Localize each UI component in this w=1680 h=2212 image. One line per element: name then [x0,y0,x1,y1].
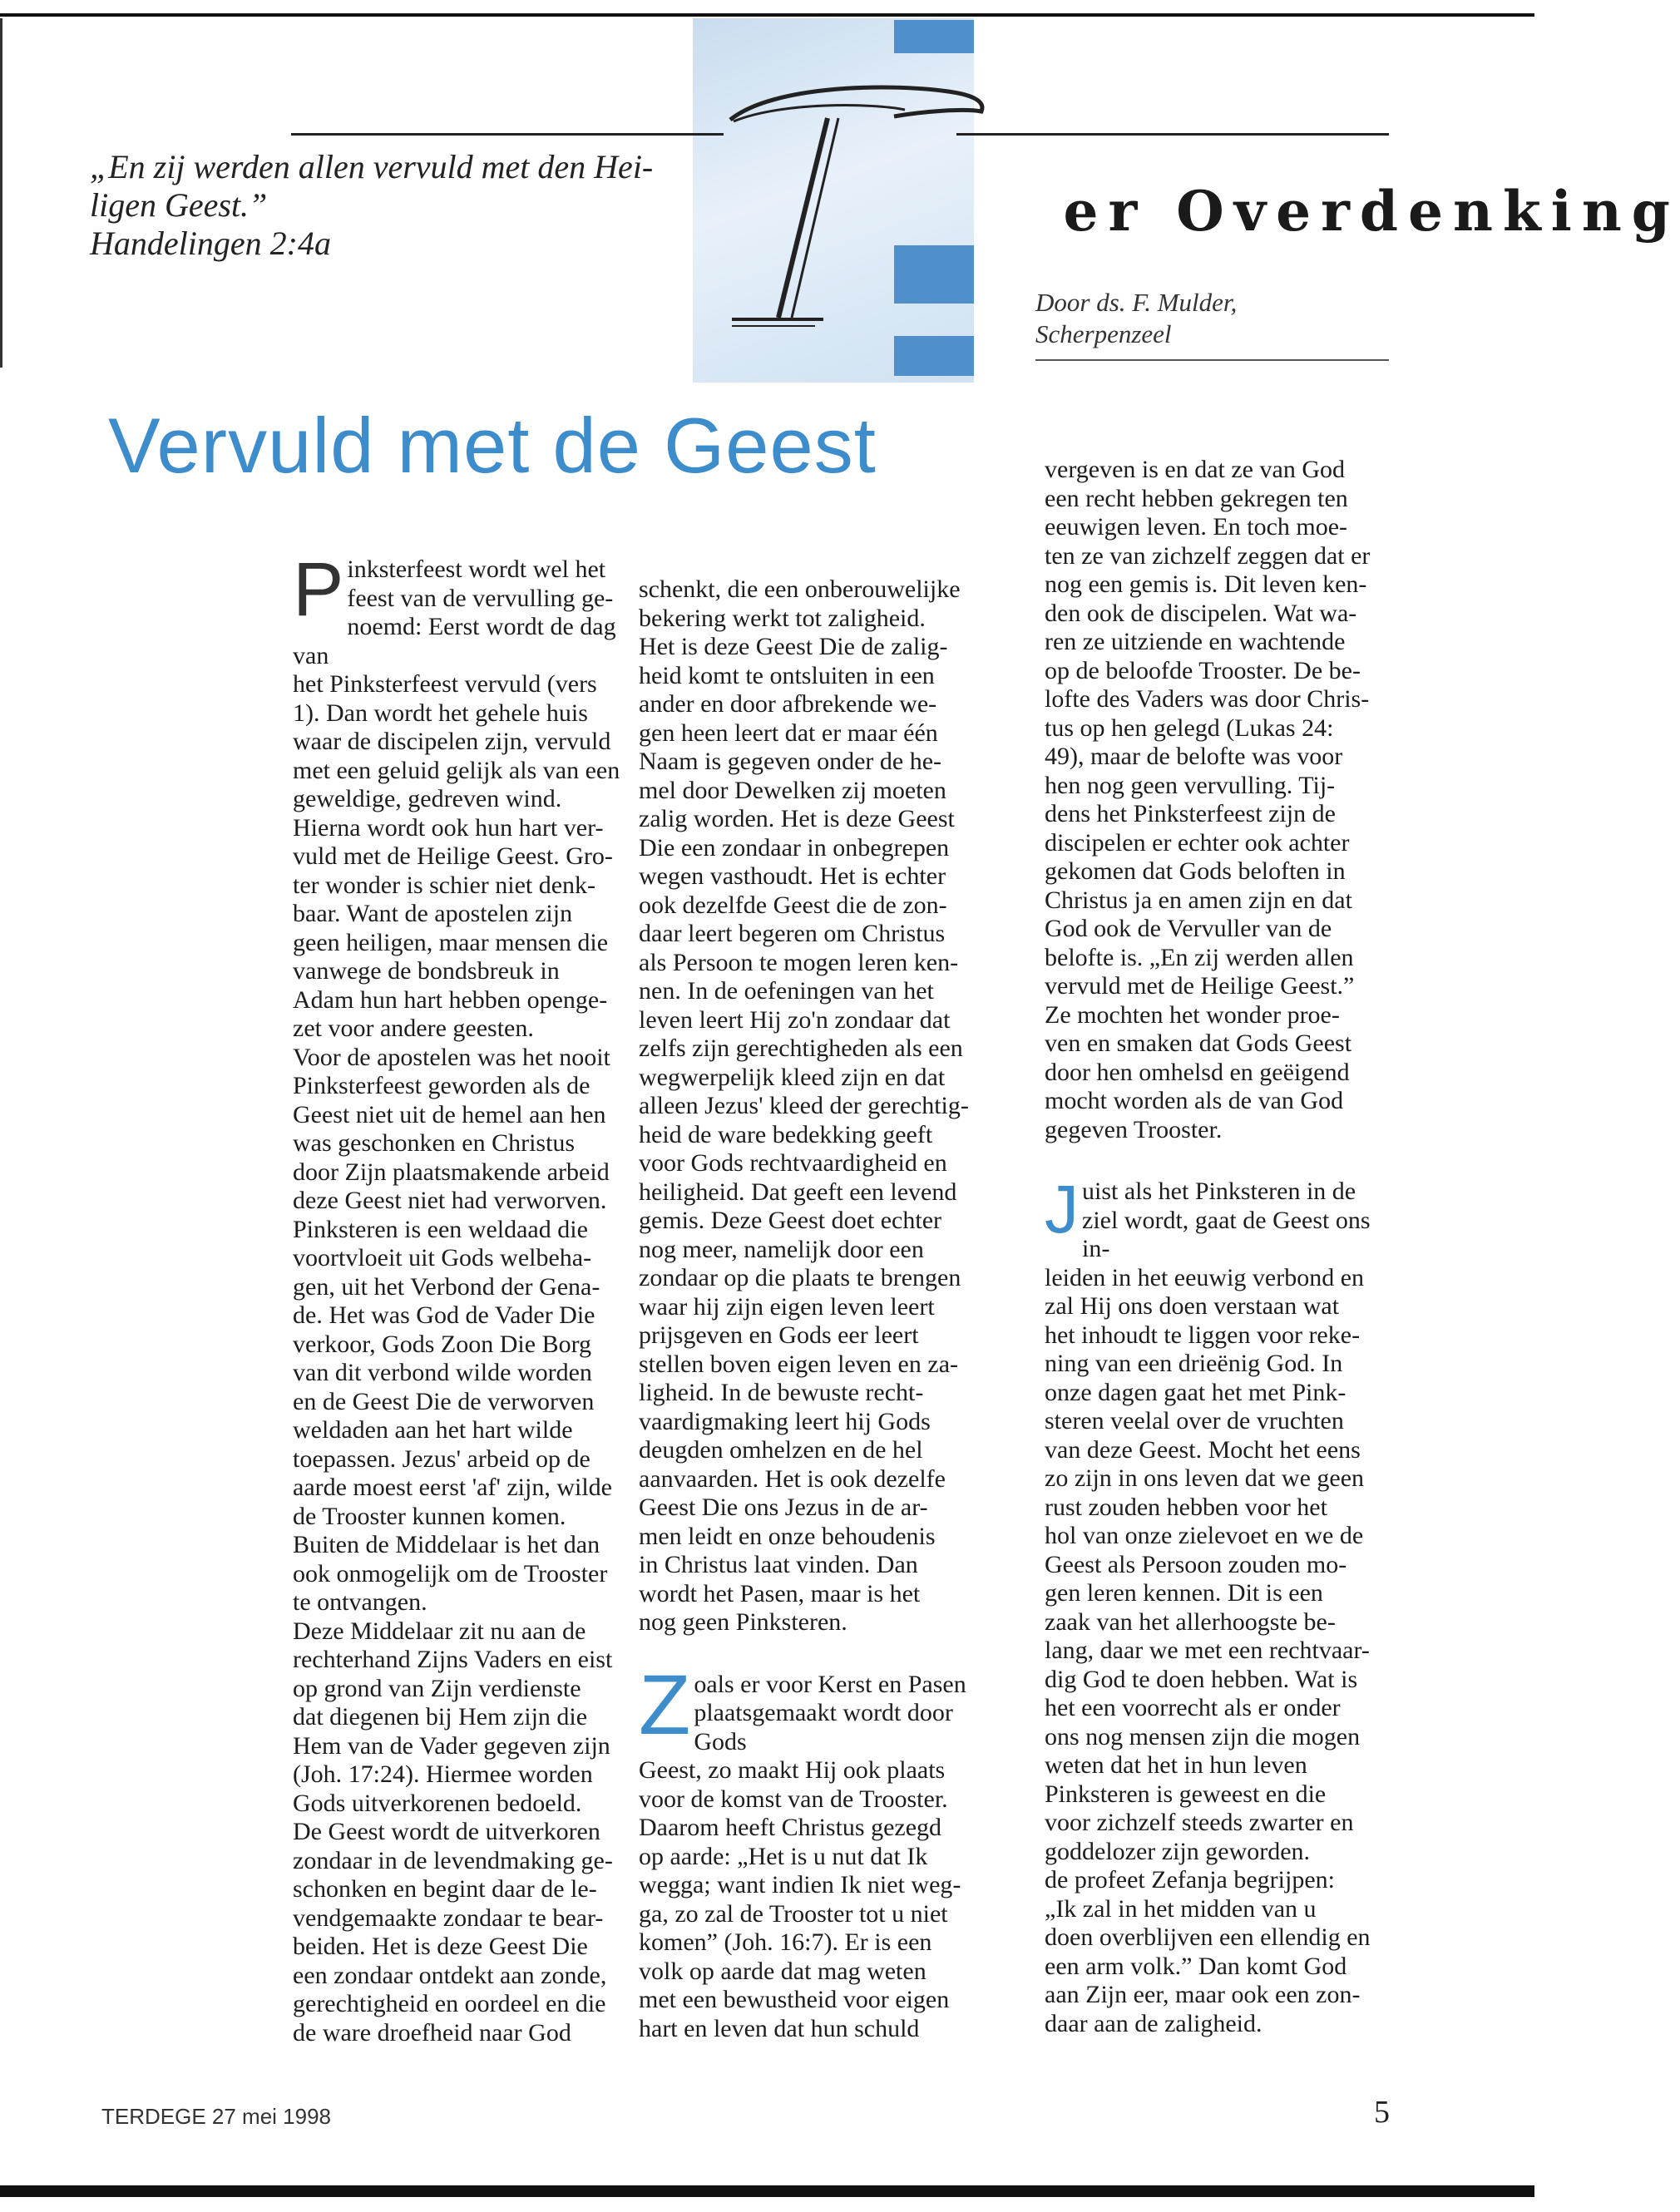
text-line: aarde moest eerst 'af' zijn, wilde [293,1474,612,1501]
column-text [639,575,1005,1637]
text-line: een zondaar ontdekt aan zonde, [293,1961,607,1989]
text-line: de. Het was God de Vader Die [293,1301,595,1329]
text-line: zelfs zijn gerechtigheden als een [639,1034,963,1062]
text-line: op grond van Zijn verdienste [293,1674,581,1702]
text-line: voor Gods rechtvaardigheid en [639,1149,947,1177]
text-line: noemd: Eerst wordt de dag van [293,613,616,669]
drop-cap: J [1045,1172,1079,1247]
text-line: tus op hen gelegd (Lukas 24: [1045,713,1334,742]
text-line: waar de discipelen zijn, vervuld [293,728,611,755]
text-line: Die een zondaar in onbegrepen [639,833,950,862]
bottom-rule [0,2185,1534,2197]
text-line: verkoor, Gods Zoon Die Borg [293,1330,592,1358]
text-line: een recht hebben gekregen ten [1045,484,1348,512]
text-line: gegeven Trooster. [1045,1115,1223,1143]
text-line: Deze Middelaar zit nu aan de [293,1617,586,1645]
text-line: aan Zijn eer, maar ook een zon- [1045,1981,1361,2008]
article-title: Vervuld met de Geest [108,402,877,489]
byline-rule [1035,359,1389,361]
text-line: leiden in het eeuwig verbond en [1045,1263,1365,1291]
text-line: ten ze van zichzelf zeggen dat er [1045,541,1371,570]
text-line: onze dagen gaat het met Pink- [1045,1378,1346,1406]
column-text [639,1657,1005,2044]
text-line: en de Geest Die de verworven [293,1387,595,1415]
text-line: Naam is gegeven onder de he- [639,748,942,775]
text-line: Geest, zo maakt Hij ook plaats [639,1756,946,1784]
text-line: hol van onze zielevoet en we de [1045,1522,1364,1549]
text-line: Voor de apostelen was het nooit [293,1043,610,1071]
text-line: doen overblijven een ellendig en [1045,1923,1371,1951]
text-line: zaak van het allerhoogste be- [1045,1607,1336,1636]
text-line: met een geluid gelijk als van een [293,756,620,784]
drop-cap: P [293,547,344,632]
text-line: komen” (Joh. 16:7). Er is een [639,1928,932,1956]
text-line: dat diegenen bij Hem zijn die [293,1703,588,1731]
text-line: Hem van de Vader gegeven zijn [293,1731,610,1760]
section-kicker [1019,179,1680,244]
text-line: Pinksteren is een weldaad die [293,1215,588,1243]
text-line: zo zijn in ons leven dat we geen [1045,1464,1365,1492]
text-line: de profeet Zefanja begrijpen: [1045,1866,1335,1894]
text-line: De Geest wordt de uitverkoren [293,1818,600,1845]
quote-reference: Handelingen 2:4a [90,225,331,262]
text-line: als Persoon te mogen leren ken- [639,948,959,976]
text-line: leven leert Hij zo'n zondaar dat [639,1005,951,1034]
text-line: gen, uit het Verbond der Gena- [293,1272,600,1301]
text-line: door Zijn plaatsmakende arbeid [293,1158,610,1186]
text-line: toepassen. Jezus' arbeid op de [293,1444,590,1473]
text-line: nog meer, namelijk door een [639,1235,924,1263]
text-line: „Ik zal in het midden van u [1045,1894,1317,1923]
column-text [293,547,655,2047]
text-line: wordt het Pasen, maar is het [639,1579,921,1607]
text-line: ren ze uitziende en wachtende [1045,628,1346,655]
text-line: dig God te doen hebben. Wat is [1045,1665,1358,1693]
text-line: baar. Want de apostelen zijn [293,900,573,927]
text-line: ven en smaken dat Gods Geest [1045,1029,1352,1057]
text-line: Pinksterfeest geworden als de [293,1072,590,1099]
text-line: deugden omhelzen en de hel [639,1436,923,1464]
text-line: oals er voor Kerst en Pasen [694,1670,966,1698]
text-line: God ook de Vervuller van de [1045,915,1332,942]
text-line: Pinksteren is geweest en die [1045,1780,1327,1808]
ter-overdenking-logo-t [699,68,1015,343]
text-line: gerechtigheid en oordeel en die [293,1990,606,2017]
text-line: gen heen leert dat er maar één [639,718,938,747]
text-line: ziel wordt, gaat de Geest ons in- [1082,1206,1371,1262]
text-line: vanwege de bondsbreuk in [293,957,560,985]
text-line: rechterhand Zijns Vaders en eist [293,1646,613,1673]
text-line: geweldige, gedreven wind. [293,785,562,812]
text-line: 49), maar de belofte was voor [1045,743,1343,770]
article-column-3 [1045,456,1394,2038]
footer-publication: TERDEGE 27 mei 1998 [101,2104,332,2129]
text-line: zet voor andere geesten. [293,1015,534,1042]
text-line: waar hij zijn eigen leven leert [639,1292,935,1321]
text-line: ander en door afbrekende we- [639,690,937,718]
text-line: een arm volk.” Dan komt God [1045,1952,1347,1980]
text-line: plaatsgemaakt wordt door Gods [694,1699,953,1755]
text-line: vervuld met de Heilige Geest.” [1045,972,1355,1000]
text-line: Adam hun hart hebben openge- [293,985,608,1014]
text-line: aanvaarden. Het is ook dezelfe [639,1464,946,1493]
text-line: zondaar op die plaats te brengen [639,1264,961,1291]
text-line: vuld met de Heilige Geest. Gro- [293,842,613,870]
text-line: den ook de discipelen. Wat wa- [1045,599,1357,627]
text-line: deze Geest niet had verworven. [293,1187,607,1214]
text-line: de ware droefheid naar God [293,2018,571,2047]
text-line: eeuwigen leven. En toch moe- [1045,513,1348,541]
text-line: schenkt, die een onberouwelijke [639,575,961,603]
text-line: nen. In de oefeningen van het [639,977,934,1005]
text-line: het Pinksterfeest vervuld (vers [293,670,597,698]
text-line: heiligheid. Dat geeft een levend [639,1178,957,1206]
quote-line: „En zij werden allen vervuld met den Hei- [90,148,654,185]
text-line: mel door Dewelken zij moeten [639,776,946,804]
text-line: gemis. Deze Geest doet echter [639,1207,941,1234]
text-line: het een voorrecht als er onder [1045,1694,1341,1721]
text-line: uist als het Pinksteren in de [1082,1178,1356,1205]
text-line: Gods uitverkorenen bedoeld. [293,1789,582,1817]
text-line: ning van een drieënig God. In [1045,1350,1343,1377]
text-line: gekomen dat Gods beloften in [1045,857,1346,885]
text-line: vendgemaakte zondaar te bear- [293,1903,604,1932]
byline-place: Scherpenzeel [1035,319,1172,348]
text-line: heid komt te ontsluiten in een [639,661,935,689]
text-line: te ontvangen. [293,1588,427,1616]
top-rule [0,13,1534,17]
text-line: zal Hij ons doen verstaan wat [1045,1292,1340,1320]
header-quote [90,148,655,263]
quote-rule [291,133,724,136]
text-line: hen nog geen vervulling. Tij- [1045,771,1336,799]
text-line: vaardigmaking leert hij Gods [639,1407,931,1435]
text-line: gen leren kennen. Dit is een [1045,1579,1323,1607]
text-line: inksterfeest wordt wel het [347,555,606,583]
text-line: 1). Dan wordt het gehele huis [293,699,588,727]
text-line: goddelozer zijn geworden. [1045,1837,1311,1865]
footer-page-number: 5 [1374,2095,1390,2130]
text-line: weldaden aan het hart wilde [293,1416,573,1444]
kicker-text: er Overdenking [1063,179,1680,244]
text-line: ons nog mensen zijn die mogen [1045,1722,1361,1750]
text-line: Geest als Persoon zouden mo- [1045,1550,1347,1578]
text-line: nog geen Pinksteren. [639,1608,847,1636]
text-line: hart en leven dat hun schuld [639,2014,920,2042]
text-line: rust zouden hebben voor het [1045,1493,1327,1521]
text-line: bekering werkt tot zaligheid. [639,604,926,632]
text-line: de Trooster kunnen komen. [293,1502,566,1530]
column-text [1045,456,1394,1144]
text-line: ook dezelfde Geest die de zon- [639,891,947,919]
text-line: alleen Jezus' kleed der gerechtig- [639,1092,969,1119]
text-line: heid de ware bedekking geeft [639,1120,933,1148]
text-line: met een bewustheid voor eigen [639,1986,950,2013]
text-line: lang, daar we met een rechtvaar- [1045,1637,1370,1664]
text-line: volk op aarde dat mag weten [639,1957,926,1985]
article-column-2 [639,575,1005,2043]
text-line: discipelen er echter ook achter [1045,828,1350,857]
quote-line: ligen Geest.” [90,186,268,224]
text-line: nog een gemis is. Dit leven ken- [1045,570,1367,598]
text-line: belofte is. „En zij werden allen [1045,943,1354,971]
column-text [1045,1172,1394,2038]
text-line: ter wonder is schier niet denk- [293,871,596,899]
paragraph-gap [1045,1144,1394,1178]
text-line: Geest niet uit de hemel aan hen [293,1100,606,1128]
text-line: daar aan de zaligheid. [1045,2009,1262,2037]
text-line: Daarom heeft Christus gezegd [639,1814,942,1841]
text-line: van deze Geest. Mocht het eens [1045,1435,1361,1464]
text-line: prijsgeven en Gods eer leert [639,1321,919,1349]
text-line: op de beloofde Trooster. De be- [1045,656,1361,684]
text-line: Ze mochten het wonder proe- [1045,1000,1340,1029]
text-line: voor de komst van de Trooster. [639,1785,948,1813]
header-rule [956,133,1389,136]
text-line: van dit verbond wilde worden [293,1359,592,1386]
text-line: was geschonken en Christus [293,1129,576,1157]
text-line: dens het Pinksterfeest zijn de [1045,800,1336,827]
byline-author: Door ds. F. Mulder, [1035,288,1238,317]
byline [1035,287,1237,350]
text-line: mocht worden als de van God [1045,1087,1344,1114]
drop-cap: Z [639,1657,691,1752]
article-column-1 [293,547,655,2047]
text-line: wegga; want indien Ik niet weg- [639,1871,961,1898]
text-line: voor zichzelf steeds zwarter en [1045,1809,1354,1836]
left-margin-rule [0,18,2,368]
text-line: daar leert begeren om Christus [639,920,946,947]
header-blue-strip [894,20,974,53]
text-line: stellen boven eigen leven en za- [639,1350,958,1378]
text-line: wegwerpelijk kleed zijn en dat [639,1063,946,1091]
text-line: Buiten de Middelaar is het dan [293,1531,600,1558]
text-line: feest van de vervulling ge- [347,584,614,612]
text-line: schonken en begint daar de le- [293,1875,597,1903]
text-line: het inhoudt te liggen voor reke- [1045,1321,1361,1349]
paragraph-gap [639,1637,1005,1671]
text-line: Het is deze Geest Die de zalig- [639,633,948,660]
text-line: (Joh. 17:24). Hiermee worden [293,1760,593,1788]
text-line: men leidt en onze behoudenis [639,1522,936,1550]
text-line: ga, zo zal de Trooster tot u niet [639,1899,948,1928]
text-line: wegen vasthoudt. Het is echter [639,862,946,890]
text-line: door hen omhelsd en geëigend [1045,1058,1350,1086]
text-line: op aarde: „Het is u nut dat Ik [639,1842,928,1870]
text-line: steren veelal over de vruchten [1045,1407,1344,1434]
text-line: Hierna wordt ook hun hart ver- [293,813,604,842]
text-line: in Christus laat vinden. Dan [639,1551,918,1578]
text-line: weten dat het in hun leven [1045,1751,1307,1779]
text-line: beiden. Het is deze Geest Die [293,1933,588,1960]
text-line: Christus ja en amen zijn en dat [1045,886,1352,914]
text-line: zondaar in de levendmaking ge- [293,1846,613,1874]
text-line: vergeven is en dat ze van God [1045,456,1345,483]
text-line: zalig worden. Het is deze Geest [639,805,955,832]
text-line: geen heiligen, maar mensen die [293,928,609,956]
text-line: voortvloeit uit Gods welbeha- [293,1244,592,1271]
text-line: lofte des Vaders was door Chris- [1045,685,1370,713]
text-line: Geest Die ons Jezus in de ar- [639,1494,928,1521]
text-line: ligheid. In de bewuste recht- [639,1379,924,1406]
text-line: ook onmogelijk om de Trooster [293,1559,608,1587]
